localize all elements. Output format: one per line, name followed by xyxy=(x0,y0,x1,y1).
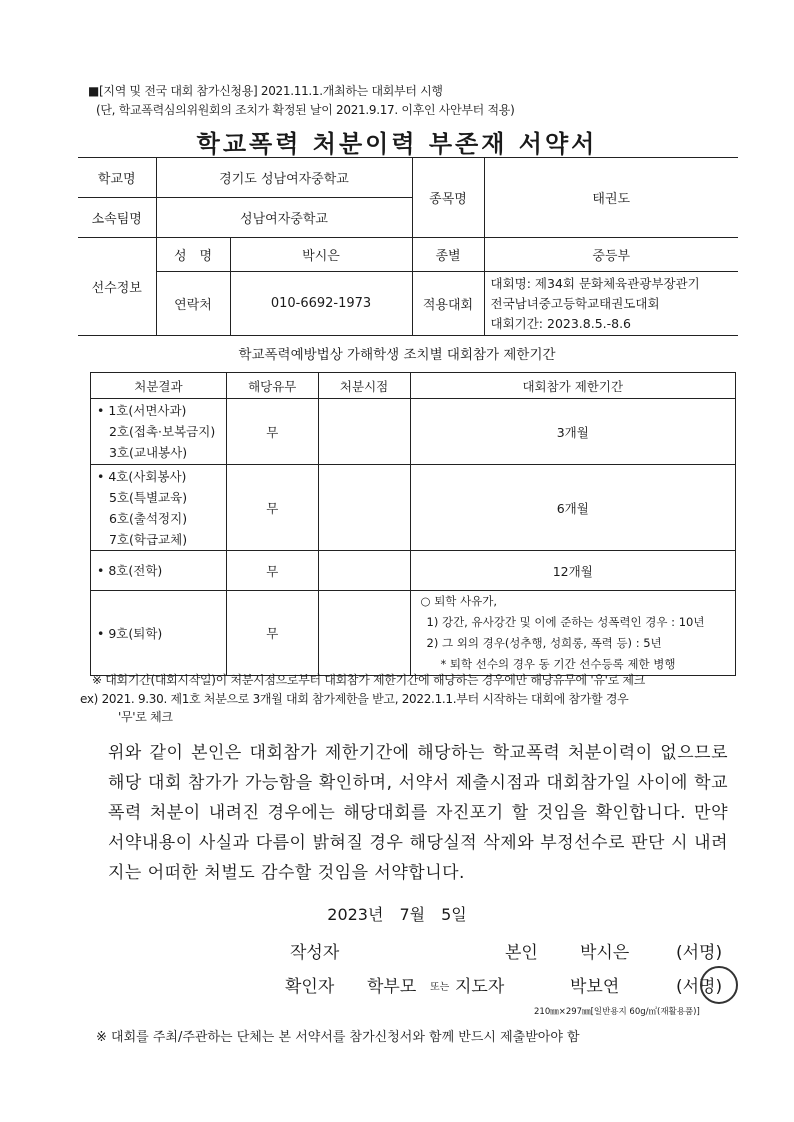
competition-line-3: 대회기간: 2023.8.5.-8.6 xyxy=(490,315,632,331)
self-signature: (서명) xyxy=(676,943,723,963)
category-label: 종별 xyxy=(412,238,484,272)
table-row-items xyxy=(91,551,227,591)
page-title: 학교폭력 처분이력 부존재 서약서 xyxy=(196,130,598,158)
note-2: ex) 2021. 9.30. 제1호 처분으로 3개월 대회 참가제한을 받고, 2022.1.1.부터 시작하는 대회에 참가할 경우 xyxy=(80,692,629,706)
header-result: 처분결과 xyxy=(91,373,227,399)
period-value: 3개월 xyxy=(410,399,736,465)
detail-line: 1) 강간, 유사강간 및 이에 준하는 성폭력인 경우 : 10년 xyxy=(426,615,705,629)
expulsion-detail xyxy=(410,591,736,676)
item: 7호(학급교체) xyxy=(109,531,188,547)
penalty-table xyxy=(90,372,736,676)
team-value: 성남여자중학교 xyxy=(156,198,412,238)
detail-line: * 퇴학 선수의 경우 동 기간 선수등록 제한 병행 xyxy=(440,657,676,671)
player-info-label: 선수정보 xyxy=(78,238,156,336)
detail-line: 2) 그 외의 경우(성추행, 성희롱, 폭력 등) : 5년 xyxy=(426,636,662,650)
item: • 8호(전학) xyxy=(97,563,163,578)
event-label: 종목명 xyxy=(412,158,484,238)
event-value: 태권도 xyxy=(484,158,738,238)
table-row-items xyxy=(91,591,227,676)
item: 6호(출석정지) xyxy=(109,510,188,526)
table-row-items xyxy=(91,465,227,551)
header-date: 처분시점 xyxy=(318,373,410,399)
header-line-1: ■[지역 및 전국 대회 참가신청용] 2021.11.1.개최하는 대회부터 시행 xyxy=(88,84,443,98)
coach-label: 지도자 xyxy=(455,977,505,997)
footer-note: ※ 대회를 주최/주관하는 단체는 본 서약서를 참가신청서와 함께 반드시 제출받아야 함 xyxy=(96,1030,580,1045)
item: • 4호(사회봉사) xyxy=(97,468,187,484)
item: • 1호(서면사과) xyxy=(97,403,187,418)
detail-line: ○ 퇴학 사유가, xyxy=(420,594,498,608)
or-label: 또는 xyxy=(430,982,450,993)
competition-line-2: 전국남녀중고등학교태권도대회 xyxy=(490,295,660,311)
pledge-text: 위와 같이 본인은 대회참가 제한기간에 해당하는 학교폭력 처분이력이 없으므로 해당 대회 참가가 가능함을 확인하며, 서약서 제출시점과 대회참가일 사이에 학교폭력 처분이 내려진 경우에는 해당대회를 자진포기 할 것임을 확인합니다. 만약 서약내용이 사실과 다름이 밝혀질 경우 해당실적 삭제와 부정선수로 판단 시 내려지는 어떠한 처벌도 감수할 것임을 서약합니다. xyxy=(108,743,728,883)
confirmer-label: 확인자 xyxy=(285,977,335,997)
competition-label: 적용대회 xyxy=(412,272,484,336)
sign-date: 2023년 7월 5일 xyxy=(327,905,467,924)
team-label: 소속팀명 xyxy=(78,198,156,238)
header-applies: 해당유무 xyxy=(226,373,318,399)
name-label: 성 명 xyxy=(156,238,230,272)
date-value xyxy=(318,591,410,676)
confirmer-name: 박보연 xyxy=(570,977,620,997)
info-table xyxy=(78,157,738,336)
table-row-items xyxy=(91,399,227,465)
author-label: 작성자 xyxy=(290,943,340,963)
item: • 9호(퇴학) xyxy=(97,625,163,641)
header-line-2: (단, 학교폭력심의위원회의 조치가 확정된 날이 2021.9.17. 이후인 사안부터 적용) xyxy=(96,103,515,117)
category-value: 중등부 xyxy=(484,238,738,272)
applies-value: 무 xyxy=(226,551,318,591)
date-value xyxy=(318,399,410,465)
date-value xyxy=(318,465,410,551)
applies-value: 무 xyxy=(226,399,318,465)
period-value: 12개월 xyxy=(410,551,736,591)
note-3: '무'로 체크 xyxy=(118,710,173,724)
parent-label: 학부모 xyxy=(367,977,417,997)
date-value xyxy=(318,551,410,591)
note-1: ※ 대회기간(대회시작일)이 처분시점으로부터 대회참가 제한기간에 해당하는 경우에만 해당유무에 '유'로 체크 xyxy=(92,673,645,687)
applies-value: 무 xyxy=(226,591,318,676)
school-label: 학교명 xyxy=(78,158,156,198)
item: 3호(교내봉사) xyxy=(109,445,188,460)
applies-value: 무 xyxy=(226,465,318,551)
item: 5호(특별교육) xyxy=(109,489,188,505)
contact-label: 연락처 xyxy=(156,272,230,336)
contact-value: 010-6692-1973 xyxy=(230,272,412,336)
confirmer-signature: (서명) xyxy=(676,977,723,997)
competition-line-1: 대회명: 제34회 문화체육관광부장관기 xyxy=(490,275,700,291)
self-name: 박시은 xyxy=(580,943,630,963)
self-label: 본인 xyxy=(505,943,538,963)
name-value: 박시은 xyxy=(230,238,412,272)
item: 2호(접촉·보복금지) xyxy=(109,424,216,439)
period-value: 6개월 xyxy=(410,465,736,551)
paper-spec: 210㎜×297㎜[일반용지 60g/㎡(재활용품)] xyxy=(534,1007,700,1017)
penalty-subtitle: 학교폭력예방법상 가해학생 조치별 대회참가 제한기간 xyxy=(238,347,556,363)
school-value: 경기도 성남여자중학교 xyxy=(156,158,412,198)
seal-stamp-icon xyxy=(700,966,738,1004)
header-period: 대회참가 제한기간 xyxy=(410,373,736,399)
competition-value xyxy=(484,272,738,336)
